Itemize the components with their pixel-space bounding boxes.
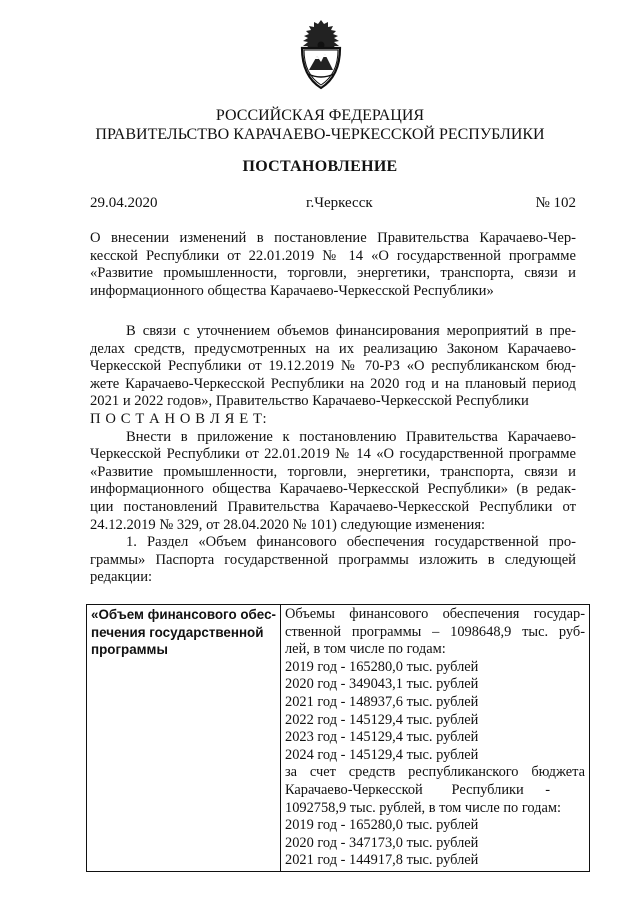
- financing-line: Объемы финансового обеспечения государ-: [285, 606, 585, 622]
- financing-line: 2020 год - 347173,0 тыс. рублей: [285, 834, 479, 851]
- body-line: делах средств, предусмотренных на их реализацию Законом Карачаево-: [90, 340, 576, 357]
- body-line: 1. Раздел «Объем финансового обеспечения государственной про-: [126, 534, 576, 551]
- document-title: ПОСТАНОВЛЕНИЕ: [242, 158, 398, 175]
- financing-line: 1092758,9 тыс. рублей, в том числе по годам:: [285, 799, 561, 816]
- body-text: [90, 323, 576, 587]
- financing-line: лей, в том числе по годам:: [285, 641, 446, 658]
- coat-of-arms-emblem: [290, 18, 352, 92]
- table-cell-section-name: [87, 605, 281, 872]
- section-name-line: программы: [91, 642, 168, 658]
- financing-line: 2024 год - 145129,4 тыс. рублей: [285, 746, 479, 763]
- financing-line: 2019 год - 165280,0 тыс. рублей: [285, 817, 479, 834]
- resolves-word: П О С Т А Н О В Л Я Е Т:: [90, 410, 268, 427]
- financing-line: ственной программы – 1098648,9 тыс. руб-: [285, 623, 585, 640]
- financing-line: 2022 год - 145129,4 тыс. рублей: [285, 711, 479, 728]
- section-name-line: печения государственной: [91, 624, 264, 640]
- financing-line: 2021 год - 144917,8 тыс. рублей: [285, 852, 479, 869]
- subject-paragraph: [90, 230, 576, 300]
- subject-line: О внесении изменений в постановление Правительства Карачаево-Чер-: [90, 230, 576, 246]
- section-name-line: «Объем финансового обес-: [91, 607, 276, 622]
- financing-line: Карачаево-Черкесской Республики -: [285, 781, 551, 798]
- document-number: № 102: [535, 195, 576, 211]
- table-cell-financing: [281, 605, 590, 872]
- body-line: ции постановлений Правительства Карачаево-Черкесской Республики от: [90, 498, 576, 515]
- document-date: 29.04.2020: [90, 195, 158, 211]
- body-line: 24.12.2019 № 329, от 28.04.2020 № 101) следующие изменения:: [90, 516, 486, 533]
- body-line: «Развитие промышленности, торговли, энергетики, транспорта, связи и: [90, 463, 576, 480]
- subject-line: информационного общества Карачаево-Черкесской Республики»: [90, 282, 494, 299]
- financing-line: 2023 год - 145129,4 тыс. рублей: [285, 729, 479, 746]
- subject-line: «Развитие промышленности, торговли, энергетики, транспорта, связи и: [90, 265, 576, 282]
- body-line: информационного общества Карачаево-Черкесской Республики» (в редак-: [90, 481, 576, 498]
- document-city: г.Черкесск: [306, 195, 373, 211]
- financing-line: 2021 год - 148937,6 тыс. рублей: [285, 693, 479, 710]
- financing-line: 2019 год - 165280,0 тыс. рублей: [285, 658, 479, 675]
- header-country: РОССИЙСКАЯ ФЕДЕРАЦИЯ: [215, 107, 425, 124]
- body-line: жете Карачаево-Черкесской Республики на 2020 год и на плановый период: [90, 375, 576, 392]
- table-row: [87, 605, 590, 872]
- passport-table: [86, 604, 590, 872]
- subject-line: кесской Республики от 22.01.2019 № 14 «О государственной программе: [90, 247, 576, 264]
- body-line: 2021 и 2022 годов», Правительство Карачаево-Черкесской Республики: [90, 393, 529, 410]
- body-line: В связи с уточнением объемов финансирования мероприятий в пре-: [126, 323, 576, 339]
- body-line: граммы» Паспорта государственной программы изложить в следующей: [90, 551, 576, 568]
- header-government: ПРАВИТЕЛЬСТВО КАРАЧАЕВО-ЧЕРКЕССКОЙ РЕСПУБЛИКИ: [95, 126, 545, 143]
- financing-line: за счет средств республиканского бюджета: [285, 764, 585, 781]
- body-line: редакции:: [90, 569, 153, 586]
- financing-line: 2020 год - 349043,1 тыс. рублей: [285, 676, 479, 693]
- body-line: Черкесской Республики от 22.01.2019 № 14 «О государственной программе: [90, 446, 576, 463]
- body-line: Внести в приложение к постановлению Правительства Карачаево-: [126, 428, 576, 445]
- body-line: Черкесской Республики от 19.12.2019 № 70-РЗ «О республиканском бюд-: [90, 358, 576, 375]
